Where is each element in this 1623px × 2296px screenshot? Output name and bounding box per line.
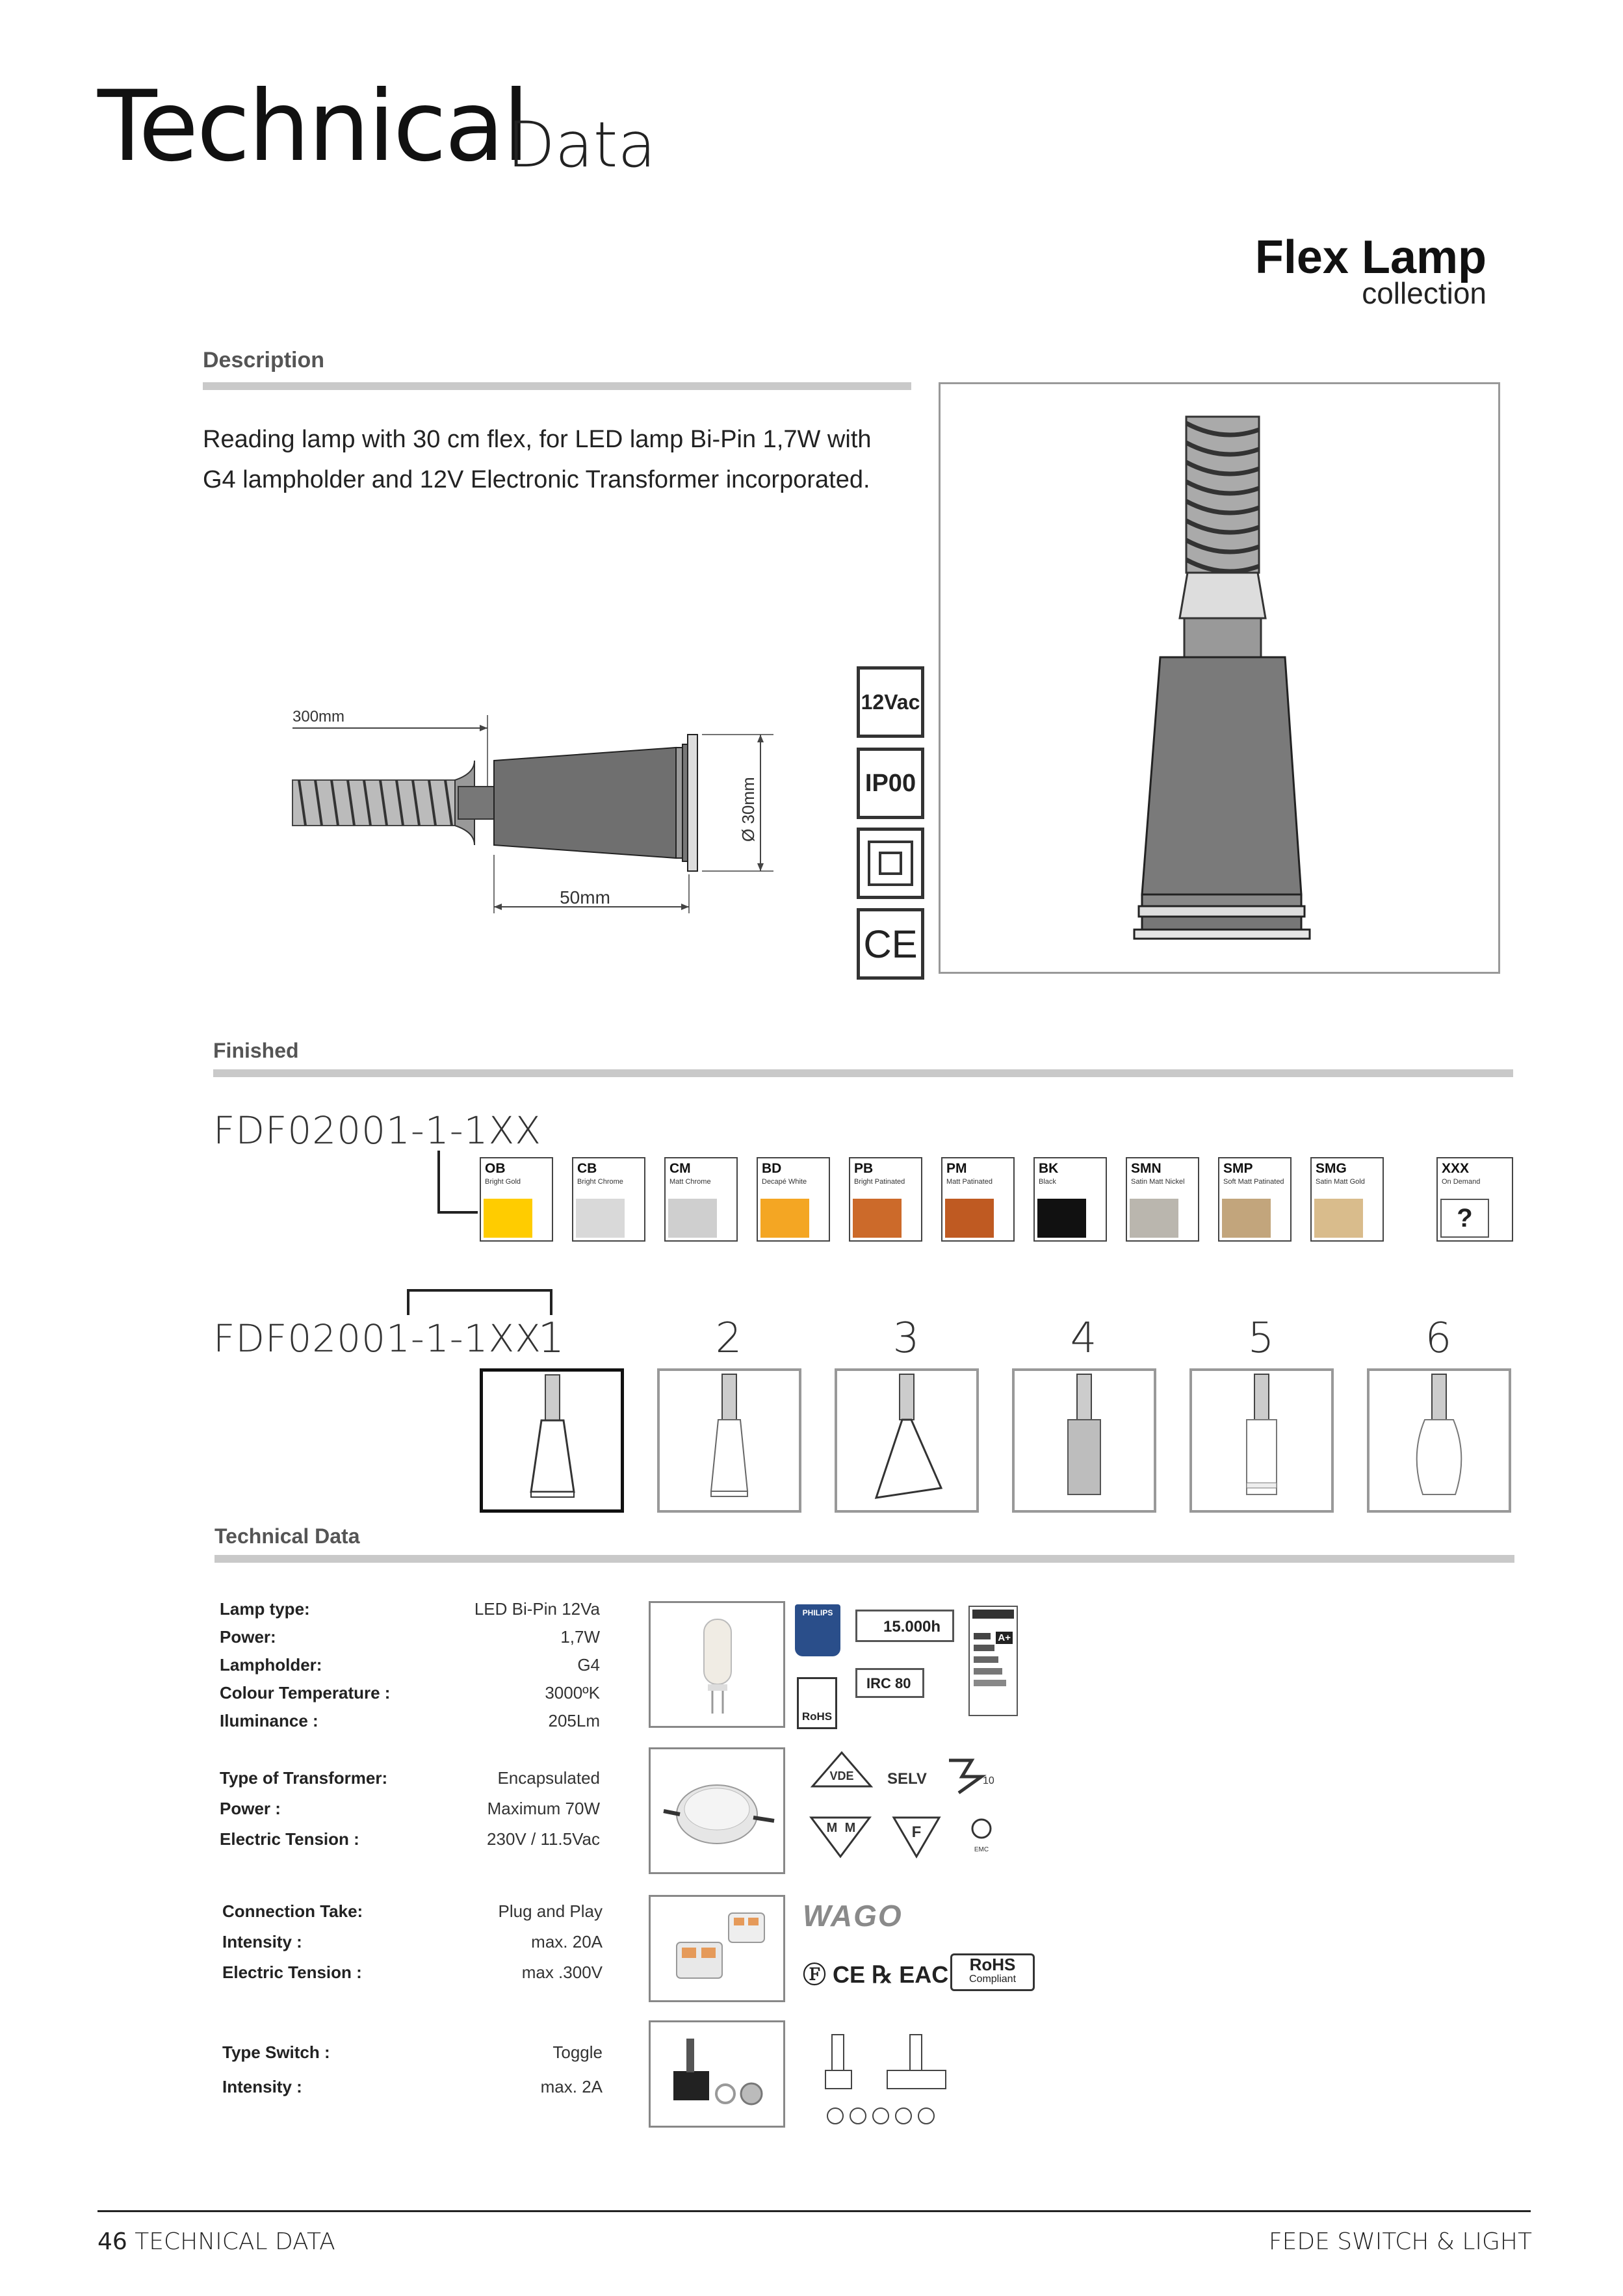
- shape-icon: [837, 1371, 976, 1510]
- spec-row: [222, 1932, 603, 1963]
- technical-rule: [214, 1555, 1514, 1563]
- shape-number-1: 1: [538, 1314, 565, 1363]
- finish-swatch-on-demand[interactable]: [1436, 1157, 1513, 1242]
- spec-value: G4: [577, 1655, 600, 1675]
- shape-product-code: FDF02001-1-1XX: [213, 1316, 542, 1361]
- lifetime-badge: [855, 1610, 954, 1642]
- finish-code: SMP: [1223, 1161, 1253, 1176]
- footer-rule: [97, 2210, 1531, 2212]
- collection-title: Flex Lamp: [1254, 231, 1487, 283]
- m-mark-right: M: [844, 1821, 856, 1835]
- ce-mark-icon: CE: [857, 908, 924, 980]
- finish-name: Bright Patinated: [854, 1178, 905, 1186]
- flex-length-label: 300mm: [292, 708, 345, 725]
- finish-name: Matt Chrome: [669, 1178, 711, 1186]
- shape-option-5[interactable]: [1189, 1368, 1334, 1513]
- finish-code: BK: [1039, 1161, 1059, 1176]
- finish-swatch-pm[interactable]: [941, 1157, 1015, 1242]
- spec-value: 1,7W: [560, 1627, 600, 1647]
- spec-label: Lamp type:: [220, 1599, 310, 1619]
- spec-label: Power:: [220, 1627, 276, 1647]
- vde-mark: VDE: [829, 1769, 854, 1782]
- shape-option-2[interactable]: [657, 1368, 801, 1513]
- toggle-switch-photo: [649, 2020, 785, 2128]
- spec-value: max. 2A: [540, 2077, 603, 2096]
- spec-row: [220, 1683, 600, 1711]
- shape-number-2: 2: [715, 1314, 742, 1363]
- f-mark: F: [911, 1823, 922, 1841]
- finish-name: Soft Matt Patinated: [1223, 1178, 1284, 1186]
- finish-swatch-smg[interactable]: [1310, 1157, 1384, 1242]
- spec-label: Electric Tension :: [222, 1963, 362, 1982]
- spec-label: Iluminance :: [220, 1711, 318, 1730]
- spec-row: [222, 1901, 603, 1932]
- finished-product-code: FDF02001-1-1XX: [213, 1108, 542, 1153]
- finish-name: Satin Matt Nickel: [1131, 1178, 1185, 1186]
- description-heading: Description: [203, 348, 325, 372]
- shape-number-5: 5: [1247, 1314, 1275, 1363]
- energy-label: [968, 1606, 1018, 1716]
- spec-row: [220, 1627, 600, 1655]
- spec-value: max. 20A: [531, 1932, 603, 1951]
- energy-class: A+: [996, 1632, 1013, 1644]
- spec-label: Colour Temperature :: [220, 1683, 391, 1702]
- spec-row: [220, 1655, 600, 1683]
- finish-swatch-cm[interactable]: [664, 1157, 738, 1242]
- spec-row: [222, 1963, 603, 1993]
- description-rule: [203, 382, 911, 390]
- rohs-badge: [797, 1677, 837, 1729]
- enec-number: 10: [983, 1775, 994, 1786]
- finish-color-chip: [576, 1199, 625, 1238]
- spec-label: Type Switch :: [222, 2042, 330, 2062]
- finish-swatch-smn[interactable]: [1126, 1157, 1199, 1242]
- shape-number-6: 6: [1425, 1314, 1452, 1363]
- shape-icon: [660, 1371, 799, 1510]
- finish-code: BD: [762, 1161, 782, 1176]
- page-title: Technical: [97, 70, 528, 183]
- shape-numbers: [480, 1314, 1520, 1366]
- lifetime-hours: 15.000h: [883, 1618, 941, 1636]
- ip-rating-badge: IP00: [857, 748, 924, 819]
- emc-mark: EMC: [974, 1846, 989, 1853]
- transformer-badges: [806, 1747, 1066, 1864]
- page-subtitle: Data: [507, 109, 656, 181]
- selv-mark: SELV: [887, 1770, 927, 1788]
- approval-marks: Ⓕ CE ℞ EAC: [803, 1961, 949, 1988]
- finish-swatches: [480, 1157, 1390, 1248]
- shape-icon: [483, 1372, 622, 1511]
- collection-subtitle: collection: [1362, 276, 1487, 310]
- spec-row: [220, 1768, 600, 1799]
- finish-code: CB: [577, 1161, 597, 1176]
- spec-value: 3000ºK: [545, 1683, 600, 1702]
- finish-code: XXX: [1442, 1161, 1470, 1176]
- spec-label: Intensity :: [222, 1932, 302, 1951]
- spec-value: Plug and Play: [498, 1901, 603, 1921]
- shape-option-1[interactable]: [480, 1368, 624, 1513]
- m-mark-left: M: [826, 1821, 838, 1835]
- spec-value: 205Lm: [548, 1711, 600, 1730]
- rohs-subtitle: Compliant: [968, 1974, 1017, 1985]
- spec-label: Electric Tension :: [220, 1829, 359, 1849]
- finish-color-chip: [668, 1199, 717, 1238]
- finish-swatch-smp[interactable]: [1218, 1157, 1292, 1242]
- spec-value: 230V / 11.5Vac: [487, 1829, 600, 1849]
- product-illustration: [941, 384, 1498, 972]
- technical-heading: Technical Data: [214, 1524, 360, 1548]
- enec-icon: [949, 1760, 981, 1793]
- spec-row: [220, 1599, 600, 1627]
- side-drawing: [260, 689, 799, 936]
- shape-option-3[interactable]: [835, 1368, 979, 1513]
- spec-value: Encapsulated: [497, 1768, 600, 1788]
- shape-icon: [1370, 1371, 1509, 1510]
- spec-row: [220, 1711, 600, 1739]
- question-mark-icon: ?: [1440, 1199, 1489, 1238]
- shape-number-3: 3: [892, 1314, 920, 1363]
- description-text: Reading lamp with 30 cm flex, for LED lamp Bi-Pin 1,7W with G4 lampholder and 12V Electronic Transformer incorporated.: [203, 426, 872, 493]
- footer-right: FEDE SWITCH & LIGHT: [1268, 2228, 1532, 2255]
- wago-connector-photo: [649, 1895, 785, 2002]
- finish-code: SMN: [1131, 1161, 1162, 1176]
- finish-color-chip: [1037, 1199, 1086, 1238]
- spec-value: LED Bi-Pin 12Va: [474, 1599, 600, 1619]
- finish-color-chip: [760, 1199, 809, 1238]
- spec-row: [222, 2077, 603, 2111]
- spec-label: Lampholder:: [220, 1655, 322, 1675]
- footer-left: [97, 2228, 335, 2255]
- spec-row: [222, 2042, 603, 2077]
- finish-name: Bright Chrome: [577, 1178, 623, 1186]
- diameter-label: Ø 30mm: [738, 777, 758, 842]
- philips-label: PHILIPS: [802, 1608, 833, 1617]
- shape-option-4[interactable]: [1012, 1368, 1156, 1513]
- rohs-compliant-badge: [950, 1953, 1035, 1991]
- shape-number-4: 4: [1070, 1314, 1097, 1363]
- finish-name: Decapé White: [762, 1178, 807, 1186]
- finish-code: PB: [854, 1161, 874, 1176]
- product-image-frame: [939, 382, 1500, 974]
- finish-swatch-cb[interactable]: [572, 1157, 645, 1242]
- finish-color-chip: [484, 1199, 532, 1238]
- finished-rule: [213, 1069, 1513, 1077]
- page-number: 46: [97, 2228, 127, 2255]
- finish-color-chip: [1314, 1199, 1363, 1238]
- spec-label: Type of Transformer:: [220, 1768, 388, 1788]
- finish-code: OB: [485, 1161, 506, 1176]
- spec-value: max .300V: [521, 1963, 603, 1982]
- finished-heading: Finished: [213, 1039, 299, 1062]
- finish-name: Black: [1039, 1178, 1056, 1186]
- spec-row: [220, 1829, 600, 1860]
- finish-code: PM: [946, 1161, 967, 1176]
- spec-label: Power :: [220, 1799, 281, 1818]
- voltage-badge: 12Vac: [857, 666, 924, 738]
- philips-logo: [795, 1604, 840, 1656]
- finish-swatch-bd[interactable]: [757, 1157, 830, 1242]
- spec-value: Toggle: [552, 2042, 603, 2062]
- shape-options: [480, 1368, 1520, 1518]
- finish-name: On Demand: [1442, 1178, 1481, 1186]
- irc-badge: IRC 80: [855, 1668, 924, 1698]
- spec-value: Maximum 70W: [487, 1799, 600, 1818]
- led-lamp-photo: [649, 1601, 785, 1728]
- finish-color-chip: [945, 1199, 994, 1238]
- finish-color-chip: [853, 1199, 902, 1238]
- spec-row: [220, 1799, 600, 1829]
- rohs-title: RoHS: [969, 1955, 1016, 1974]
- finish-name: Satin Matt Gold: [1316, 1178, 1365, 1186]
- shape-option-6[interactable]: [1367, 1368, 1511, 1513]
- finish-code: CM: [669, 1161, 691, 1176]
- shape-icon: [1015, 1371, 1154, 1510]
- spec-label: Intensity :: [222, 2077, 302, 2096]
- finish-color-chip: [1222, 1199, 1271, 1238]
- spec-label: Connection Take:: [222, 1901, 363, 1921]
- finish-swatch-bk[interactable]: [1033, 1157, 1107, 1242]
- finish-name: Bright Gold: [485, 1178, 521, 1186]
- shape-icon: [1192, 1371, 1331, 1510]
- rohs-label: RoHS: [801, 1710, 833, 1723]
- finish-color-chip: [1130, 1199, 1178, 1238]
- finish-swatch-pb[interactable]: [849, 1157, 922, 1242]
- finish-name: Matt Patinated: [946, 1178, 993, 1186]
- wago-logo: WAGO: [803, 1899, 903, 1933]
- double-insulation-icon: [857, 828, 924, 899]
- switch-diagram: [819, 2018, 962, 2129]
- finish-bracket: [429, 1151, 481, 1222]
- body-length-label: 50mm: [560, 887, 610, 907]
- finish-code: SMG: [1316, 1161, 1347, 1176]
- transformer-photo: [649, 1747, 785, 1874]
- footer-section: TECHNICAL DATA: [135, 2228, 335, 2255]
- finish-swatch-ob[interactable]: [480, 1157, 553, 1242]
- shape-bracket: [403, 1284, 559, 1316]
